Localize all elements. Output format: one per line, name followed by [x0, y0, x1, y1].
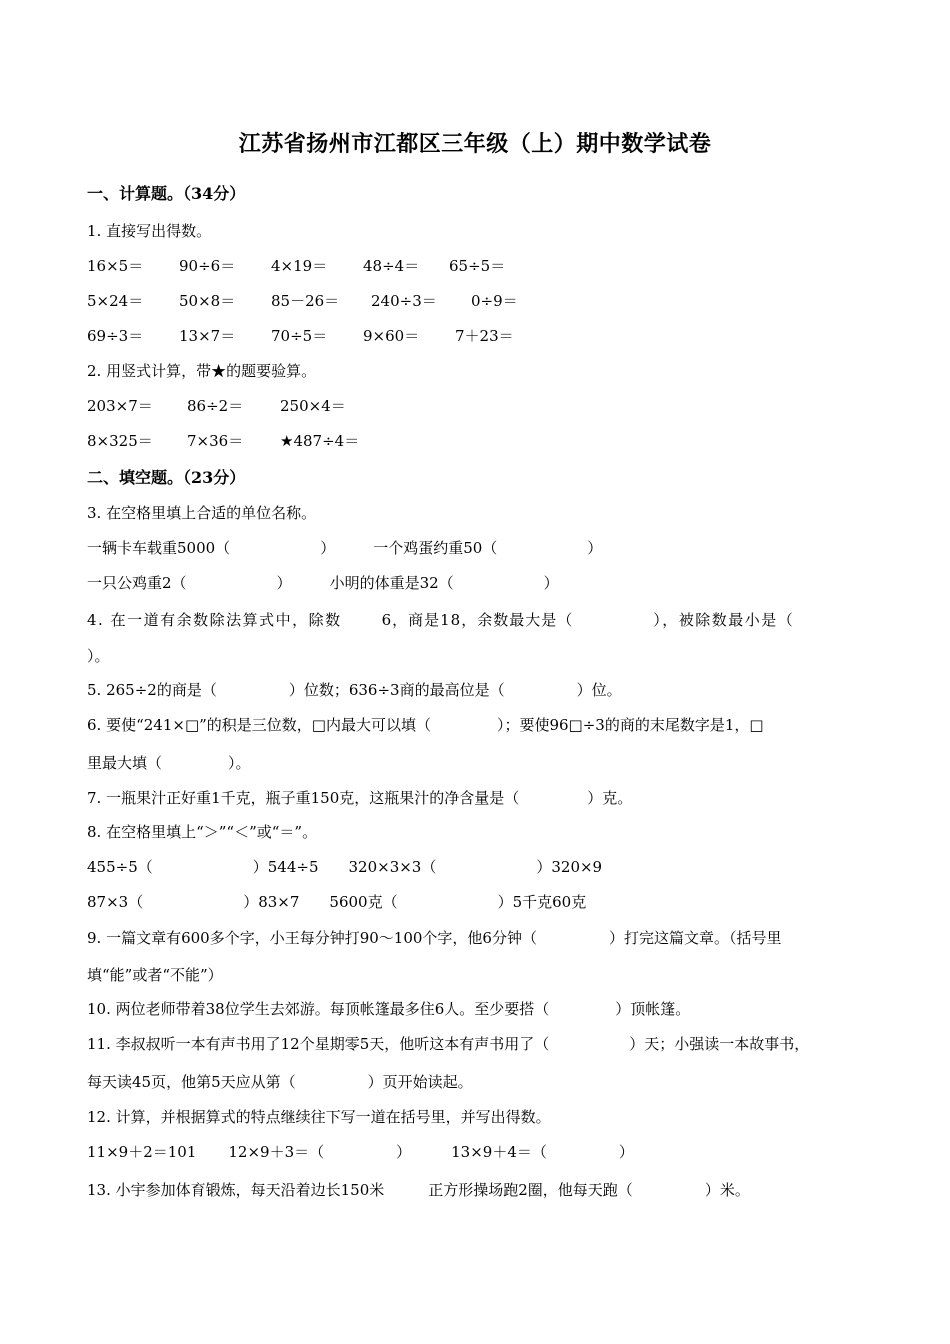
- q7-text: ）克。: [587, 789, 633, 807]
- q1-text: 1. 直接写出得数。: [87, 222, 212, 240]
- q3-paren-close: ）: [320, 539, 336, 557]
- q7-text: 7. 一瓶果汁正好重1千克，瓶子重150克，这瓶果汁的净含量是（: [87, 789, 520, 807]
- q1-expr: 69÷3＝: [87, 327, 144, 345]
- q4-text-end: ）。: [87, 647, 110, 665]
- q8-item: ）320×9: [536, 858, 603, 876]
- q9-text: ）打完这篇文章。（括号里: [608, 929, 782, 947]
- q8-item: 87×3（: [87, 893, 144, 911]
- q5-text: ）位。: [576, 681, 622, 699]
- q12-expr: 11×9＋2＝101: [87, 1143, 197, 1161]
- q8-text: 8. 在空格里填上“＞”“＜”或“＝”。: [87, 823, 318, 841]
- q1-expr: 7＋23＝: [455, 327, 514, 345]
- q8-row-1: [87, 856, 602, 877]
- q1-row-3: [87, 325, 514, 346]
- q8-item: ）83×7: [243, 893, 300, 911]
- q12-text: 12. 计算，并根据算式的特点继续往下写一道在括号里，并写出得数。: [87, 1108, 551, 1126]
- q12-expr: 13×9＋4＝（: [451, 1143, 547, 1161]
- q3-item: 一只公鸡重2（: [87, 574, 187, 592]
- q5-text: 5. 265÷2的商是（: [87, 681, 217, 699]
- q1-expr: 90÷6＝: [179, 257, 236, 275]
- q9-line-2: 填“能”或者“不能”）: [87, 966, 223, 984]
- q9-text: 9. 一篇文章有600多个字，小王每分钟打90～100个字，他6分钟（: [87, 929, 537, 947]
- q3-item: 小明的体重是32（: [329, 574, 454, 592]
- q3-paren-close: ）: [276, 574, 292, 592]
- q12-paren-close: ）: [396, 1143, 412, 1161]
- q12-row: [87, 1141, 634, 1162]
- q6-text: ）。: [228, 754, 251, 772]
- q3-item: 一个鸡蛋约重50（: [373, 539, 498, 557]
- q13-text: 正方形操场跑2圈，他每天跑（: [428, 1181, 633, 1199]
- q8-item: 455÷5（: [87, 858, 153, 876]
- q1-expr: 240÷3＝: [371, 292, 437, 310]
- q6-text: 里最大填（: [87, 754, 163, 772]
- q1-expr: 9×60＝: [363, 327, 420, 345]
- q11-text: 每天读45页，他第5天应从第（: [87, 1073, 296, 1091]
- q11-line-1: [87, 1033, 809, 1054]
- q3-row-2: [87, 572, 559, 593]
- q7-line: [87, 787, 632, 808]
- q4-line-1: [87, 609, 794, 630]
- q8-item: 5600克（: [329, 893, 398, 911]
- q1-expr: 48÷4＝: [363, 257, 420, 275]
- q2-text: 2. 用竖式计算，带★的题要验算。: [87, 362, 317, 380]
- q6-line-2: [87, 752, 251, 773]
- q1-expr: 0÷9＝: [471, 292, 518, 310]
- q10-text: 10. 两位老师带着38位学生去郊游。每顶帐篷最多住6人。至少要搭（: [87, 1000, 550, 1018]
- q1-expr: 4×19＝: [271, 257, 328, 275]
- q2-expr: 8×325＝: [87, 432, 153, 450]
- q2-expr: ★487÷4＝: [280, 432, 360, 450]
- q2-expr: 86÷2＝: [187, 397, 244, 415]
- q10-line: [87, 998, 690, 1019]
- q3-paren-close: ）: [587, 539, 603, 557]
- q2-expr: 7×36＝: [187, 432, 244, 450]
- q2-expr: 250×4＝: [280, 397, 346, 415]
- q1-expr: 65÷5＝: [449, 257, 506, 275]
- q12-paren-close: ）: [618, 1143, 634, 1161]
- q6-line-1: [87, 714, 764, 735]
- q4-text: 6，商是18，余数最大是（: [381, 611, 574, 629]
- q2-expr: 203×7＝: [87, 397, 153, 415]
- q11-text: ）页开始读起。: [367, 1073, 473, 1091]
- q13-line: [87, 1179, 750, 1200]
- q1-expr: 13×7＝: [179, 327, 236, 345]
- q6-text: ）；要使96□÷3的商的末尾数字是1，□: [496, 716, 764, 734]
- q2-row-2: [87, 430, 359, 451]
- q11-text: 11. 李叔叔听一本有声书用了12个星期零5天，他听这本有声书用了（: [87, 1035, 550, 1053]
- q3-text: 3. 在空格里填上合适的单位名称。: [87, 504, 317, 522]
- q13-text: 13. 小宇参加体育锻炼，每天沿着边长150米: [87, 1181, 385, 1199]
- q8-item: ）544÷5: [252, 858, 319, 876]
- q4-text: ），被除数最小是（: [653, 611, 795, 629]
- q1-expr: 5×24＝: [87, 292, 144, 310]
- q3-paren-close: ）: [543, 574, 559, 592]
- q4-text: 4. 在一道有余数除法算式中，除数: [87, 611, 342, 629]
- q12-expr: 12×9＋3＝（: [228, 1143, 325, 1161]
- q2-row-1: [87, 395, 346, 416]
- q1-row-1: [87, 255, 505, 276]
- q10-text: ）顶帐篷。: [615, 1000, 691, 1018]
- q5-line: [87, 679, 622, 700]
- q8-item: ）5千克60克: [497, 893, 587, 911]
- q13-text: ）米。: [704, 1181, 750, 1199]
- q1-expr: 16×5＝: [87, 257, 144, 275]
- section-2-heading: 二、填空题。（23分）: [87, 468, 246, 487]
- q3-item: 一辆卡车载重5000（: [87, 539, 231, 557]
- q3-row-1: [87, 537, 602, 558]
- q9-line-1: [87, 927, 782, 948]
- q1-row-2: [87, 290, 518, 311]
- q1-expr: 85－26＝: [271, 292, 340, 310]
- q6-text: 6. 要使“241×□”的积是三位数，□内最大可以填（: [87, 716, 431, 734]
- page-title: 江苏省扬州市江都区三年级（上）期中数学试卷: [238, 131, 712, 157]
- q11-line-2: [87, 1071, 473, 1092]
- q1-expr: 50×8＝: [179, 292, 236, 310]
- q5-text: ）位数；636÷3商的最高位是（: [288, 681, 505, 699]
- q8-item: 320×3×3（: [348, 858, 437, 876]
- q8-row-2: [87, 891, 586, 912]
- section-1-heading: 一、计算题。（34分）: [87, 184, 246, 203]
- q1-expr: 70÷5＝: [271, 327, 328, 345]
- q11-text: ）天；小强读一本故事书，: [629, 1035, 810, 1053]
